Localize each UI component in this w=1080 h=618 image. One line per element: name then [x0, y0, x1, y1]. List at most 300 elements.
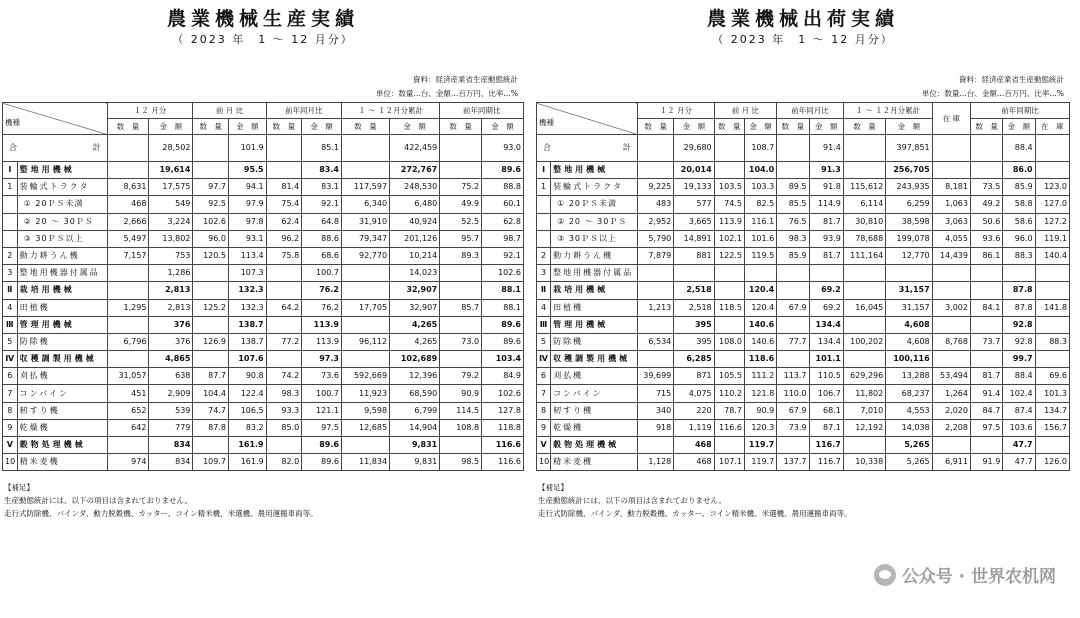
production-unit: 単位：数量…台、金額…百万円、比率…% [375, 89, 518, 98]
production-cell: 68,590 [390, 385, 440, 402]
production-cell: 97.9 [228, 196, 266, 213]
production-cell: 102.6 [482, 265, 524, 282]
shipment-cell [1035, 282, 1069, 299]
production-row-name: 整地用機械 [17, 162, 107, 179]
shipment-cell: 53,494 [932, 368, 970, 385]
shipment-header-col: 数 量 [777, 119, 809, 135]
production-cell [266, 437, 302, 454]
shipment-cell: 1,264 [932, 385, 970, 402]
shipment-row-name: 整地用機器付属品 [551, 265, 638, 282]
production-cell: 68.6 [302, 247, 342, 264]
shipment-cell: 134.7 [1035, 402, 1069, 419]
shipment-header-group: 前年同月比 [777, 103, 844, 119]
shipment-cell: 110.5 [809, 368, 843, 385]
shipment-cell: 86.1 [970, 247, 1002, 264]
shipment-row-number: 9 [537, 419, 551, 436]
production-cell: 1,295 [107, 299, 149, 316]
shipment-cell: 577 [674, 196, 714, 213]
shipment-cell: 2,208 [932, 419, 970, 436]
shipment-cell: 78.7 [714, 402, 744, 419]
shipment-source: 資料：経済産業省生産動態統計 [959, 75, 1064, 84]
shipment-cell [637, 351, 673, 368]
shipment-cell: 91.4 [970, 385, 1002, 402]
shipment-cell [777, 437, 809, 454]
production-cell: 549 [149, 196, 193, 213]
production-row-number: Ⅲ [3, 316, 18, 333]
production-cell: 76.2 [302, 299, 342, 316]
shipment-cell: 395 [674, 316, 714, 333]
shipment-cell [1035, 351, 1069, 368]
shipment-cell [714, 351, 744, 368]
shipment-cell: 90.9 [744, 402, 776, 419]
production-row [3, 368, 524, 385]
production-cell: 77.2 [266, 333, 302, 350]
production-row [3, 351, 524, 368]
shipment-cell: 69.2 [809, 299, 843, 316]
production-cell: 121.1 [302, 402, 342, 419]
production-cell: 638 [149, 368, 193, 385]
production-cell: 122.4 [228, 385, 266, 402]
shipment-cell: 98.3 [777, 230, 809, 247]
shipment-cell: 199,078 [886, 230, 932, 247]
shipment-row-name: ① 20ＰＳ未満 [551, 196, 638, 213]
production-cell: 96.2 [266, 230, 302, 247]
production-header-col: 金 額 [228, 119, 266, 135]
production-cell: 96,112 [341, 333, 389, 350]
shipment-note-line: 生産動態統計には、以下の項目は含まれておりません。 [538, 496, 726, 506]
production-cell [440, 162, 482, 179]
production-cell [266, 162, 302, 179]
production-cell: 779 [149, 419, 193, 436]
production-row-name: 籾すり機 [17, 402, 107, 419]
shipment-cell: 4,075 [674, 385, 714, 402]
shipment-cell: 92.8 [1003, 316, 1035, 333]
shipment-cell: 7,879 [637, 247, 673, 264]
shipment-note-title: 【補足】 [538, 483, 568, 493]
production-cell: 376 [149, 316, 193, 333]
production-row-number [3, 230, 18, 247]
production-cell: 89.3 [440, 247, 482, 264]
shipment-cell [714, 316, 744, 333]
shipment-row-name: 防除機 [551, 333, 638, 350]
shipment-cell: 340 [637, 402, 673, 419]
production-cell: 13,802 [149, 230, 193, 247]
shipment-row-name: 栽培用機械 [551, 282, 638, 299]
production-cell [266, 316, 302, 333]
shipment-row-name: 籾すり機 [551, 402, 638, 419]
shipment-cell: 397,851 [886, 135, 932, 162]
production-cell [193, 316, 229, 333]
shipment-cell [637, 265, 673, 282]
production-row-name: 整地用機器付属品 [17, 265, 107, 282]
production-row [3, 333, 524, 350]
production-row-name: 管理用機械 [17, 316, 107, 333]
shipment-cell: 141.8 [1035, 299, 1069, 316]
production-row-name: 収穫調製用機械 [17, 351, 107, 368]
production-cell: 118.8 [482, 419, 524, 436]
shipment-row-number: 10 [537, 454, 551, 471]
shipment-cell: 19,133 [674, 179, 714, 196]
production-row-name: 合 計 [3, 135, 108, 162]
shipment-cell: 86.0 [1003, 162, 1035, 179]
production-cell: 83.4 [302, 162, 342, 179]
shipment-row-number [537, 230, 551, 247]
shipment-cell [674, 265, 714, 282]
production-row-name: 乾燥機 [17, 419, 107, 436]
shipment-cell: 85.9 [1003, 179, 1035, 196]
shipment-cell: 3,002 [932, 299, 970, 316]
shipment-row-number: 3 [537, 265, 551, 282]
production-cell [341, 265, 389, 282]
production-cell [440, 265, 482, 282]
production-header-col: 数 量 [107, 119, 149, 135]
production-cell: 114.5 [440, 402, 482, 419]
shipment-cell: 88.4 [1003, 368, 1035, 385]
shipment-cell: 38,598 [886, 213, 932, 230]
shipment-cell: 88.3 [1003, 247, 1035, 264]
production-cell: 120.5 [193, 247, 229, 264]
production-cell: 62.4 [266, 213, 302, 230]
production-header-col: 数 量 [341, 119, 389, 135]
shipment-row-number: Ⅴ [537, 437, 551, 454]
shipment-cell: 68,237 [886, 385, 932, 402]
shipment-cell: 101.6 [744, 230, 776, 247]
production-cell: 2,909 [149, 385, 193, 402]
production-cell: 12,396 [390, 368, 440, 385]
production-cell [107, 282, 149, 299]
production-cell: 132.3 [228, 299, 266, 316]
production-cell: 102,689 [390, 351, 440, 368]
shipment-cell: 4,608 [886, 333, 932, 350]
shipment-cell: 6,114 [843, 196, 885, 213]
shipment-note-line: 走行式防除機、バインダ、動力脱穀機、カッター、コイン精米機、米選機、農用運搬車両等。 [538, 509, 852, 519]
production-cell [341, 351, 389, 368]
shipment-cell: 134.4 [809, 333, 843, 350]
production-cell: 28,502 [149, 135, 193, 162]
production-cell: 79.2 [440, 368, 482, 385]
production-header-corner: 機種 [3, 103, 108, 135]
production-row-number: Ⅴ [3, 437, 18, 454]
shipment-cell [932, 265, 970, 282]
shipment-cell [777, 162, 809, 179]
production-cell: 104.4 [193, 385, 229, 402]
shipment-row-name: 収穫調製用機械 [551, 351, 638, 368]
production-panel [2, 0, 524, 520]
shipment-cell: 110.2 [714, 385, 744, 402]
production-cell: 64.8 [302, 213, 342, 230]
shipment-cell [970, 162, 1002, 179]
shipment-cell: 5,790 [637, 230, 673, 247]
shipment-cell: 1,213 [637, 299, 673, 316]
shipment-cell: 69.2 [809, 282, 843, 299]
shipment-row [537, 402, 1070, 419]
shipment-cell: 97.5 [970, 419, 1002, 436]
shipment-row [537, 135, 1070, 162]
shipment-header-group: 在 庫 [932, 103, 970, 135]
shipment-cell [970, 437, 1002, 454]
production-header-col: 数 量 [193, 119, 229, 135]
shipment-header-col: 数 量 [637, 119, 673, 135]
watermark [874, 562, 1056, 587]
production-cell: 109.7 [193, 454, 229, 471]
production-cell: 17,575 [149, 179, 193, 196]
production-row-name: ③ 30ＰＳ以上 [17, 230, 107, 247]
shipment-row-name: 管理用機械 [551, 316, 638, 333]
shipment-cell [1035, 316, 1069, 333]
shipment-cell: 113.7 [777, 368, 809, 385]
shipment-cell [777, 351, 809, 368]
production-cell: 117,597 [341, 179, 389, 196]
shipment-row [537, 351, 1070, 368]
production-cell: 83.2 [228, 419, 266, 436]
production-cell [440, 437, 482, 454]
shipment-cell: 47.7 [1003, 437, 1035, 454]
production-cell: 97.3 [302, 351, 342, 368]
shipment-cell: 73.9 [777, 419, 809, 436]
production-cell: 106.5 [228, 402, 266, 419]
shipment-row-name: ② 20 ～ 30ＰＳ [551, 213, 638, 230]
production-cell: 272,767 [390, 162, 440, 179]
shipment-cell: 134.4 [809, 316, 843, 333]
production-cell: 90.8 [228, 368, 266, 385]
shipment-header-group: １２ 月分 [637, 103, 714, 119]
production-row-name: 動力耕うん機 [17, 247, 107, 264]
shipment-row-number: Ⅳ [537, 351, 551, 368]
shipment-header-col: 金 額 [809, 119, 843, 135]
shipment-cell: 140.6 [744, 333, 776, 350]
production-header-col: 数 量 [266, 119, 302, 135]
shipment-row-name: 田植機 [551, 299, 638, 316]
production-cell: 5,497 [107, 230, 149, 247]
shipment-row-name: ③ 30ＰＳ以上 [551, 230, 638, 247]
production-header-group: １ ～ １２月分累計 [341, 103, 439, 119]
production-row [3, 230, 524, 247]
shipment-cell [1035, 265, 1069, 282]
production-row-name: 精米麦機 [17, 454, 107, 471]
shipment-cell: 2,952 [637, 213, 673, 230]
production-cell: 2,666 [107, 213, 149, 230]
shipment-cell: 87.8 [1003, 299, 1035, 316]
production-cell: 753 [149, 247, 193, 264]
production-cell: 113.4 [228, 247, 266, 264]
production-cell: 834 [149, 454, 193, 471]
shipment-cell: 89.5 [777, 179, 809, 196]
production-cell: 539 [149, 402, 193, 419]
shipment-row-name: 装輪式トラクタ [551, 179, 638, 196]
production-cell: 17,705 [341, 299, 389, 316]
production-cell: 31,910 [341, 213, 389, 230]
shipment-cell: 1,119 [674, 419, 714, 436]
production-cell [193, 162, 229, 179]
production-cell: 11,834 [341, 454, 389, 471]
watermark-text: 公众号 · 世界农机网 [901, 567, 1056, 587]
production-cell: 12,685 [341, 419, 389, 436]
shipment-cell: 76.5 [777, 213, 809, 230]
shipment-row [537, 368, 1070, 385]
production-row-name: 田植機 [17, 299, 107, 316]
production-header-group: 前 月 比 [193, 103, 266, 119]
shipment-cell: 101.1 [809, 351, 843, 368]
shipment-cell: 78,688 [843, 230, 885, 247]
shipment-cell: 119.7 [744, 437, 776, 454]
production-cell [193, 265, 229, 282]
shipment-cell [637, 316, 673, 333]
shipment-cell: 91.4 [809, 135, 843, 162]
production-cell [440, 135, 482, 162]
production-cell: 89.6 [482, 316, 524, 333]
shipment-cell: 116.1 [744, 213, 776, 230]
shipment-cell: 14,439 [932, 247, 970, 264]
production-cell: 107.3 [228, 265, 266, 282]
shipment-row [537, 179, 1070, 196]
shipment-cell: 103.6 [1003, 419, 1035, 436]
shipment-cell: 39,699 [637, 368, 673, 385]
shipment-cell: 99.7 [1003, 351, 1035, 368]
shipment-cell [777, 265, 809, 282]
production-row-name: ② 20 ～ 30ＰＳ [17, 213, 107, 230]
production-row-number: 10 [3, 454, 18, 471]
production-cell: 161.9 [228, 454, 266, 471]
shipment-cell: 468 [674, 454, 714, 471]
production-row-number: Ⅰ [3, 162, 18, 179]
production-cell: 14,904 [390, 419, 440, 436]
shipment-cell: 123.0 [1035, 179, 1069, 196]
production-cell [341, 162, 389, 179]
production-cell: 94.1 [228, 179, 266, 196]
shipment-cell: 120.3 [744, 419, 776, 436]
production-row-number: 2 [3, 247, 18, 264]
shipment-cell: 715 [637, 385, 673, 402]
shipment-cell: 11,802 [843, 385, 885, 402]
shipment-row [537, 265, 1070, 282]
production-row [3, 316, 524, 333]
shipment-row [537, 247, 1070, 264]
shipment-cell: 9,225 [637, 179, 673, 196]
shipment-cell: 47.7 [1003, 454, 1035, 471]
wechat-icon [874, 564, 896, 586]
shipment-cell: 106.7 [809, 385, 843, 402]
shipment-cell: 87.4 [1003, 402, 1035, 419]
production-cell: 93.1 [228, 230, 266, 247]
shipment-header-groups [537, 103, 1070, 119]
shipment-cell: 104.0 [744, 162, 776, 179]
shipment-cell [1003, 265, 1035, 282]
shipment-cell: 85.9 [777, 247, 809, 264]
production-cell: 75.8 [266, 247, 302, 264]
shipment-cell [843, 135, 885, 162]
shipment-cell: 50.6 [970, 213, 1002, 230]
production-row [3, 196, 524, 213]
production-cell [107, 316, 149, 333]
shipment-header-group: １ ～ １２月分累計 [843, 103, 932, 119]
production-subtitle: （ 2023 年 1 ～ 12 月分） [172, 33, 354, 46]
shipment-row-name: 精米麦機 [551, 454, 638, 471]
production-cell: 79,347 [341, 230, 389, 247]
production-header-col: 金 額 [302, 119, 342, 135]
shipment-header-col: 在 庫 [1035, 119, 1069, 135]
shipment-cell: 100,202 [843, 333, 885, 350]
shipment-cell [843, 351, 885, 368]
shipment-cell: 111,164 [843, 247, 885, 264]
shipment-cell: 10,338 [843, 454, 885, 471]
shipment-cell: 108.7 [744, 135, 776, 162]
shipment-cell [714, 162, 744, 179]
production-cell: 9,831 [390, 454, 440, 471]
shipment-row [537, 454, 1070, 471]
production-cell: 4,265 [390, 333, 440, 350]
shipment-cell: 31,157 [886, 299, 932, 316]
production-row [3, 402, 524, 419]
production-cell: 11,923 [341, 385, 389, 402]
shipment-header-group: 前年同期比 [970, 103, 1069, 119]
production-cell: 102.6 [482, 385, 524, 402]
shipment-cell [777, 282, 809, 299]
production-note-line: 走行式防除機、バインダ、動力脱穀機、カッター、コイン精米機、米選機、農用運搬車両等。 [4, 509, 318, 519]
shipment-cell [809, 265, 843, 282]
production-cell: 88.1 [482, 299, 524, 316]
shipment-cell: 6,285 [674, 351, 714, 368]
production-cell [107, 351, 149, 368]
shipment-cell: 100,116 [886, 351, 932, 368]
production-cell: 14,023 [390, 265, 440, 282]
shipment-subtitle: （ 2023 年 1 ～ 12 月分） [712, 33, 894, 46]
production-cell [440, 282, 482, 299]
shipment-cell: 2,518 [674, 299, 714, 316]
shipment-cell: 140.4 [1035, 247, 1069, 264]
production-cell: 8,631 [107, 179, 149, 196]
production-cell: 100.7 [302, 385, 342, 402]
shipment-header-col: 金 額 [674, 119, 714, 135]
production-cell: 88.6 [302, 230, 342, 247]
production-cell: 85.7 [440, 299, 482, 316]
shipment-cell: 5,265 [886, 454, 932, 471]
production-row-number: 8 [3, 402, 18, 419]
production-cell: 97.8 [228, 213, 266, 230]
production-cell: 138.7 [228, 333, 266, 350]
production-row-number: 6 [3, 368, 18, 385]
shipment-cell: 102.4 [1003, 385, 1035, 402]
shipment-cell: 103.5 [714, 179, 744, 196]
shipment-cell: 102.1 [714, 230, 744, 247]
production-cell [107, 437, 149, 454]
production-row-name: ① 20ＰＳ未満 [17, 196, 107, 213]
shipment-row-number: Ⅲ [537, 316, 551, 333]
shipment-cell: 7,010 [843, 402, 885, 419]
production-cell: 2,813 [149, 299, 193, 316]
production-cell: 107.6 [228, 351, 266, 368]
production-row-name: 栽培用機械 [17, 282, 107, 299]
production-cell: 93.0 [482, 135, 524, 162]
production-row-number: 3 [3, 265, 18, 282]
production-cell [266, 135, 302, 162]
production-cell [107, 265, 149, 282]
shipment-cell [932, 135, 970, 162]
shipment-row-number: 6 [537, 368, 551, 385]
production-cell: 98.5 [440, 454, 482, 471]
production-cell: 64.2 [266, 299, 302, 316]
production-cell: 116.6 [482, 437, 524, 454]
production-cell: 127.8 [482, 402, 524, 419]
production-cell: 102.6 [193, 213, 229, 230]
production-cell: 451 [107, 385, 149, 402]
shipment-cell: 93.9 [809, 230, 843, 247]
shipment-cell: 69.6 [1035, 368, 1069, 385]
shipment-cell: 107.1 [714, 454, 744, 471]
production-cell [440, 316, 482, 333]
shipment-cell: 156.7 [1035, 419, 1069, 436]
shipment-cell: 140.6 [744, 316, 776, 333]
production-cell: 9,831 [390, 437, 440, 454]
